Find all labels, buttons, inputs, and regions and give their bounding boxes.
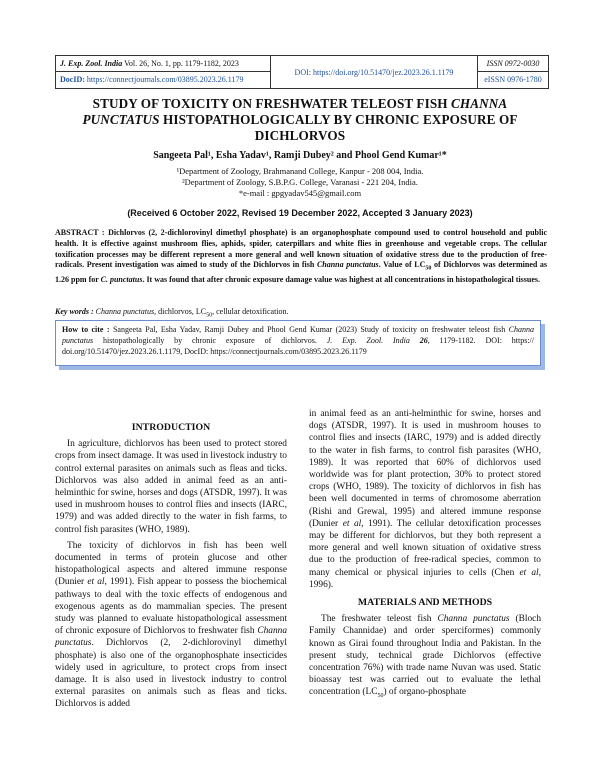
- intro-p2-etal: et al: [87, 577, 105, 588]
- docid-link[interactable]: https://connectjournals.com/03895.2023.26.1179: [86, 75, 244, 84]
- cite-text-1: Sangeeta Pal, Esha Yadav, Ramji Dubey and Phool Gend Kumar (2023) Study of toxicity on freshwater teleost fish: [112, 325, 506, 334]
- intro-p2-species: Channa punctatus: [55, 626, 288, 649]
- volume-pages: Vol. 26, No. 1, pp. 1179-1182, 2023: [124, 59, 239, 68]
- right-p1-etal-2: et al: [519, 567, 539, 578]
- abstract-text-4: . It was found that after chronic exposure damage value was highest at all concentrations in histopathological tissues.: [142, 274, 541, 284]
- title-species: CHANNA PUNCTATUS: [82, 96, 508, 127]
- authors: Sangeeta Pal¹, Esha Yadav¹, Ramji Dubey² and Phool Gend Kumar¹*: [153, 150, 447, 161]
- intro-p2-c: , 1991). Fish appear to possess the biochemical pathways to deal with the toxic effects of endogenous and exogenous agents as do mammalian species. The present study was planned to evaluate histopathological assessment of chronic exposure of Dichlorvos to freshwater fish: [55, 577, 287, 637]
- left-column: [55, 408, 287, 711]
- intro-paragraph-2: [55, 540, 287, 711]
- keywords-label: Key words :: [55, 307, 94, 316]
- right-p1-etal: et al: [342, 518, 362, 529]
- how-to-cite-label: How to cite :: [62, 325, 110, 334]
- right-column: [309, 408, 541, 703]
- abstract-text-3: of Dichlorvos was determined as 1.26 ppm for: [55, 260, 548, 284]
- affiliation-1: ¹Department of Zoology, Brahmanand College, Kanpur - 208 004, India.: [176, 166, 424, 176]
- methods-p-d: ) of organo-phosphate: [383, 687, 467, 698]
- right-p1-a: in animal feed as an anti-helminthic for swine, horses and dogs (ATSDR, 1997). It is used in mushroom houses to control flies and insects (IARC, 1979) and is added directly to the water in fish farms, to control fish parasites (WHO, 1989). It was reported that 60% of dichlorvos used worldwide was for plant protection, 30% to protect stored crops (WHO, 1989). The toxicity of dichlorvos in fish has been well documented in terms of chromosome aberration (Rishi and Grewal, 1995) and altered immune response (Dunier: [309, 409, 541, 529]
- methods-paragraph: [309, 613, 541, 702]
- cite-species: Channa punctatus: [62, 325, 535, 346]
- methods-p-c: (Bloch Family Channidae) and order sperciformes) commonly known as Girai found throughout India and Pakistan. In the present study, technical grade Dichlorvos (effective concentration 76%) with trade name Nuvan was used. Static bioassay test was carried out to evaluate the lethal concentration (LC: [309, 614, 542, 698]
- journal-info-cell: [56, 56, 271, 88]
- journal-volume-line: [56, 56, 270, 72]
- cite-text-2: histopathologically by chronic exposure of dichlorvos.: [102, 336, 317, 346]
- keywords-subscript: 50: [206, 312, 213, 319]
- abstract-text: Dichlorvos (2, 2-dichlorovinyl dimethyl phosphate) is an organophosphate compound used to control household and public health. It is effective against mushroom flies, aphids, spider, caterpillars and white flies in greenhouse and vegetable crops. The cellular toxification processes may be different represent a more general and well known situation of oxidative stress due to the production of free-radicals. Present investigation was aimed to study of the Dichlorvos in fish: [55, 228, 547, 270]
- paper-title: [60, 96, 540, 144]
- intro-p2-a: The toxicity of dichlorvos in fish has been well documented in terms of protein glucose and other histopathological aspects and altered immune response (Dunier: [55, 540, 287, 588]
- cite-volume: 26: [419, 336, 428, 346]
- issn: ISSN 0972-0030: [478, 56, 548, 72]
- title-part2: HISTOPATHOLOGICALLY BY CHRONIC EXPOSURE OF DICHLORVOS: [163, 112, 518, 143]
- cite-journal: J. Exp. Zool. India: [326, 336, 410, 346]
- lc-subscript: 50: [425, 265, 432, 272]
- abstract-text-2: . Value of LC: [378, 260, 426, 270]
- introduction-heading: INTRODUCTION: [131, 422, 211, 433]
- abstract-species: Channa punctatus: [316, 260, 379, 270]
- right-paragraph-1: [309, 408, 541, 591]
- journal-name: J. Exp. Zool. India: [60, 59, 123, 68]
- affiliation-2: ²Department of Zoology, S.B.P.G. College, Varanasi - 221 204, India.: [182, 177, 418, 187]
- received-dates: (Received 6 October 2022, Revised 19 December 2022, Accepted 3 January 2023): [127, 208, 473, 218]
- methods-subscript: 50: [377, 693, 384, 700]
- methods-species: Channa punctatus: [437, 614, 510, 625]
- title-part1: STUDY OF TOXICITY ON FRESHWATER TELEOST FISH: [92, 96, 448, 111]
- methods-heading: MATERIALS AND METHODS: [357, 597, 493, 609]
- abstract: [55, 228, 547, 286]
- keywords-tail: , cellular detoxification.: [212, 307, 289, 316]
- docid-line: [56, 72, 270, 88]
- keyword-species: Channa punctatus: [95, 307, 155, 316]
- eissn: eISSN 0976-1780: [484, 75, 542, 84]
- doi-link[interactable]: DOI: https://doi.org/10.51470/jez.2023.26.1.1179: [294, 67, 454, 77]
- cite-text-3: , 1179-1182. DOI: https:// doi.org/10.51470/jez.2023.26.1.1179, DocID: https://connectjournals.com/03895.2023.26.1179: [62, 336, 535, 357]
- abstract-label: ABSTRACT :: [55, 228, 105, 237]
- intro-paragraph-1: In agriculture, dichlorvos has been used to protect stored crops from insect damage. It was used in livestock industry to control external parasites on animals such as fleas and ticks. Dichlorvos was also added in animal feed as an anti-helminthic for swine, horses and dogs (ATSDR, 1997). It was used in mushroom houses to control flies and insects (IARC, 1979) and was added directly to the water in fish farms, to control fish parasites (WHO, 1989).: [55, 439, 287, 535]
- intro-p2-e: . Dichlorvos (2, 2-dichlorovinyl dimethyl phosphate) is also one of the organophosphate insecticides widely used in agriculture, to protect crops from insect damage. It is also used in livestock industry to control external parasites on animals such as fleas and ticks. Dichlorvos is added: [55, 638, 287, 710]
- right-p1-c: , 1991). The cellular detoxification processes may be different for dichlorvos, but they both represent a more general and well known situation of oxidative stress due to the production of free-radical species, common to many chemical or physical injuries to cells (Chen: [309, 518, 541, 578]
- keywords: [55, 307, 547, 319]
- issn-cell: [478, 56, 548, 88]
- doi-cell: [271, 56, 478, 88]
- abstract-species-2: C. punctatus: [100, 274, 143, 284]
- methods-p-a: The freshwater teleost fish: [321, 614, 432, 625]
- journal-header: [55, 55, 549, 89]
- right-p1-e: , 1996).: [309, 567, 542, 590]
- keywords-rest: , dichlorvos, LC: [154, 307, 207, 316]
- affiliations: [60, 166, 540, 199]
- how-to-cite-box: [55, 320, 541, 366]
- docid-label: DocID:: [60, 75, 85, 84]
- email: *e-mail : gpgyadav545@gmail.com: [238, 188, 362, 198]
